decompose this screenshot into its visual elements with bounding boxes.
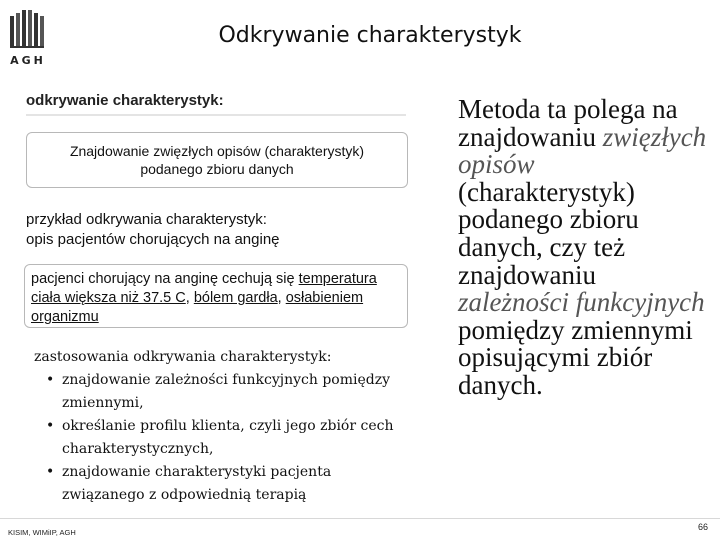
agh-logo-text: AGH bbox=[10, 54, 46, 67]
description-emphasis: zależności funkcyjnych bbox=[458, 287, 705, 318]
description-text: (charakterystyk) podanego zbioru danych, czy też znajdowaniu bbox=[458, 176, 639, 290]
example-line: opis pacjentów chorujących na anginę bbox=[26, 231, 280, 248]
list-item bbox=[34, 369, 414, 415]
page-number: 66 bbox=[697, 522, 708, 532]
description-text: Metoda ta polega na znajdowaniu bbox=[458, 94, 678, 152]
definition-box bbox=[26, 132, 408, 188]
list-item-text: znajdowanie zależności funkcyjnych pomiędzy zmiennymi, bbox=[62, 372, 390, 411]
slide-title: Odkrywanie charakterystyk bbox=[218, 23, 522, 48]
list-item bbox=[34, 415, 414, 461]
result-intro: pacjenci chorujący na anginę cechują się bbox=[31, 271, 299, 287]
characteristics-diagram bbox=[14, 88, 410, 330]
description-text: pomiędzy zmiennymi opisującymi zbiór danych. bbox=[458, 314, 693, 400]
result-separator: , bbox=[277, 290, 286, 306]
definition-line: podanego zbioru danych bbox=[140, 161, 294, 177]
method-description bbox=[458, 96, 708, 400]
bullet-icon: • bbox=[46, 372, 55, 388]
definition-line: Znajdowanie zwięzłych opisów (charakterystyk) bbox=[69, 143, 365, 159]
result-feature-temperature: temperatura ciała większa niż 37.5 C bbox=[31, 271, 377, 306]
list-item-text: określanie profilu klienta, czyli jego zbiór cech charakterystycznych, bbox=[62, 418, 394, 457]
result-feature-sore-throat: bólem gardła bbox=[193, 290, 278, 306]
applications-section bbox=[34, 346, 414, 507]
agh-logo-icon bbox=[8, 10, 48, 50]
example-text bbox=[26, 210, 406, 250]
bullet-icon: • bbox=[46, 418, 55, 434]
example-result-box bbox=[24, 264, 408, 328]
description-emphasis: zwięzłych opisów bbox=[458, 121, 707, 180]
heading-divider bbox=[26, 114, 406, 116]
example-line: przykład odkrywania charakterystyk: bbox=[26, 211, 267, 228]
list-item bbox=[34, 461, 414, 507]
diagram-heading: odkrywanie charakterystyk: bbox=[26, 92, 224, 109]
footer-divider bbox=[0, 518, 720, 519]
list-item-text: znajdowanie charakterystyki pacjenta związanego z odpowiednią terapią bbox=[62, 464, 332, 503]
result-separator: , bbox=[185, 290, 194, 306]
bullet-icon: • bbox=[46, 464, 55, 480]
applications-heading: zastosowania odkrywania charakterystyk: bbox=[34, 349, 332, 365]
applications-list bbox=[34, 369, 414, 507]
result-feature-weakness: osłabieniem organizmu bbox=[31, 290, 364, 325]
agh-logo bbox=[8, 10, 48, 70]
footer-affiliation: KISIM, WIMiIP, AGH bbox=[8, 528, 76, 537]
